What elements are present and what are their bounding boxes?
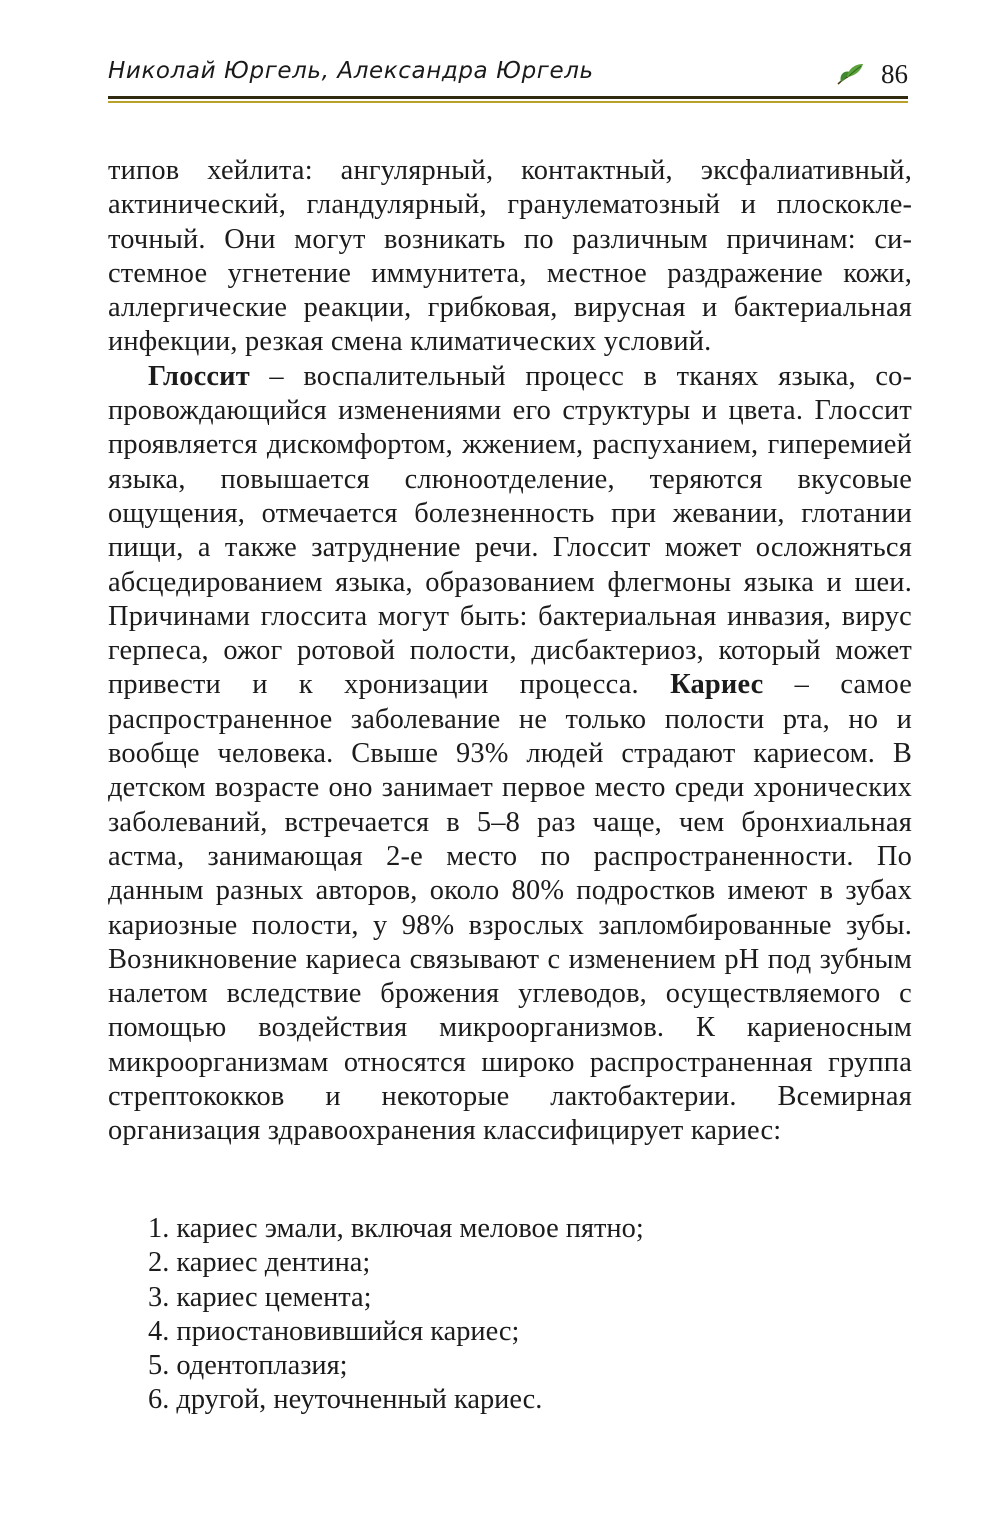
header-rule-gold bbox=[108, 101, 908, 103]
list-item: 6. другой, неуточненный кариес. bbox=[148, 1384, 543, 1416]
page-number: 86 bbox=[881, 58, 908, 89]
term-caries: Кариес bbox=[670, 669, 764, 701]
list-item: 1. кариес эмали, включая меловое пятно; bbox=[148, 1213, 644, 1244]
header-right bbox=[835, 56, 908, 92]
header-rule bbox=[108, 96, 908, 99]
caries-text: – самое распространенное заболевание не только полости рта, но и вообще человека. Свыше 93% людей страдают кариесом. В детском возрасте оно занимает первое место среди хронических заболеваний, встречается в 5–8 раз чаще, чем бронхиальная астма, занимающая 2-е место по распространенности. По данным разных авторов, около 80% подростков имеют в зубах кариозные полости, у 98% взрослых запломбированные зубы. Возникновение кариеса связывают с изменением pH под зубным налетом вследствие брожения углеводов, осуществляемого с помощью воздействия микроорганизмов. К кариеносным микроорганизмам относятся широко распространенная группа стрептококков и некоторые лактобактерии. Всемирная организация здравоохранения классифицирует кариес: bbox=[108, 669, 912, 1147]
list-item: 4. приостановившийся кариес; bbox=[148, 1315, 520, 1347]
glossitis-text: – воспалительный процесс в тканях языка, сопровождающийся изменениями его структуры и цвета. Глоссит проявляется дискомфортом, жжением, распуханием, гиперемией языка, повышается слюноотделение, теряются вкусовые ощущения, отмечается болезненность при жевании, глотании пищи, а также затруднение речи. Глоссит может осложняться абсцедированием языка, образованием флегмоны языка и шеи. Причинами глоссита могут быть: бактериальная инвазия, вирус герпеса, ожог ротовой полости, дисбактериоз, который может привести и к хронизации процесса. bbox=[108, 360, 912, 701]
caries-classification-list bbox=[148, 1212, 848, 1418]
term-glossitis: Глоссит bbox=[148, 360, 250, 392]
list-item: 3. кариес цемента; bbox=[148, 1281, 372, 1313]
running-header bbox=[108, 56, 908, 96]
page-body bbox=[108, 154, 912, 1149]
paragraph-glossitis-caries bbox=[108, 360, 912, 1149]
list-item: 5. одентоплазия; bbox=[148, 1350, 348, 1382]
leaf-icon bbox=[835, 61, 865, 87]
header-authors: Николай Юргель, Александра Юргель bbox=[108, 58, 594, 84]
paragraph-cheilitis: типов хейлита: ангулярный, контактный, эксфалиативный, актинический, гландулярный, гранулематозный и плоскоклеточный. Они могут возникать по различным причинам: системное угнетение иммунитета, местное раздражение кожи, аллергические реакции, грибковая, вирусная и бактериальная инфекции, резкая смена климатических условий. bbox=[108, 155, 912, 358]
list-item: 2. кариес дентина; bbox=[148, 1247, 371, 1279]
